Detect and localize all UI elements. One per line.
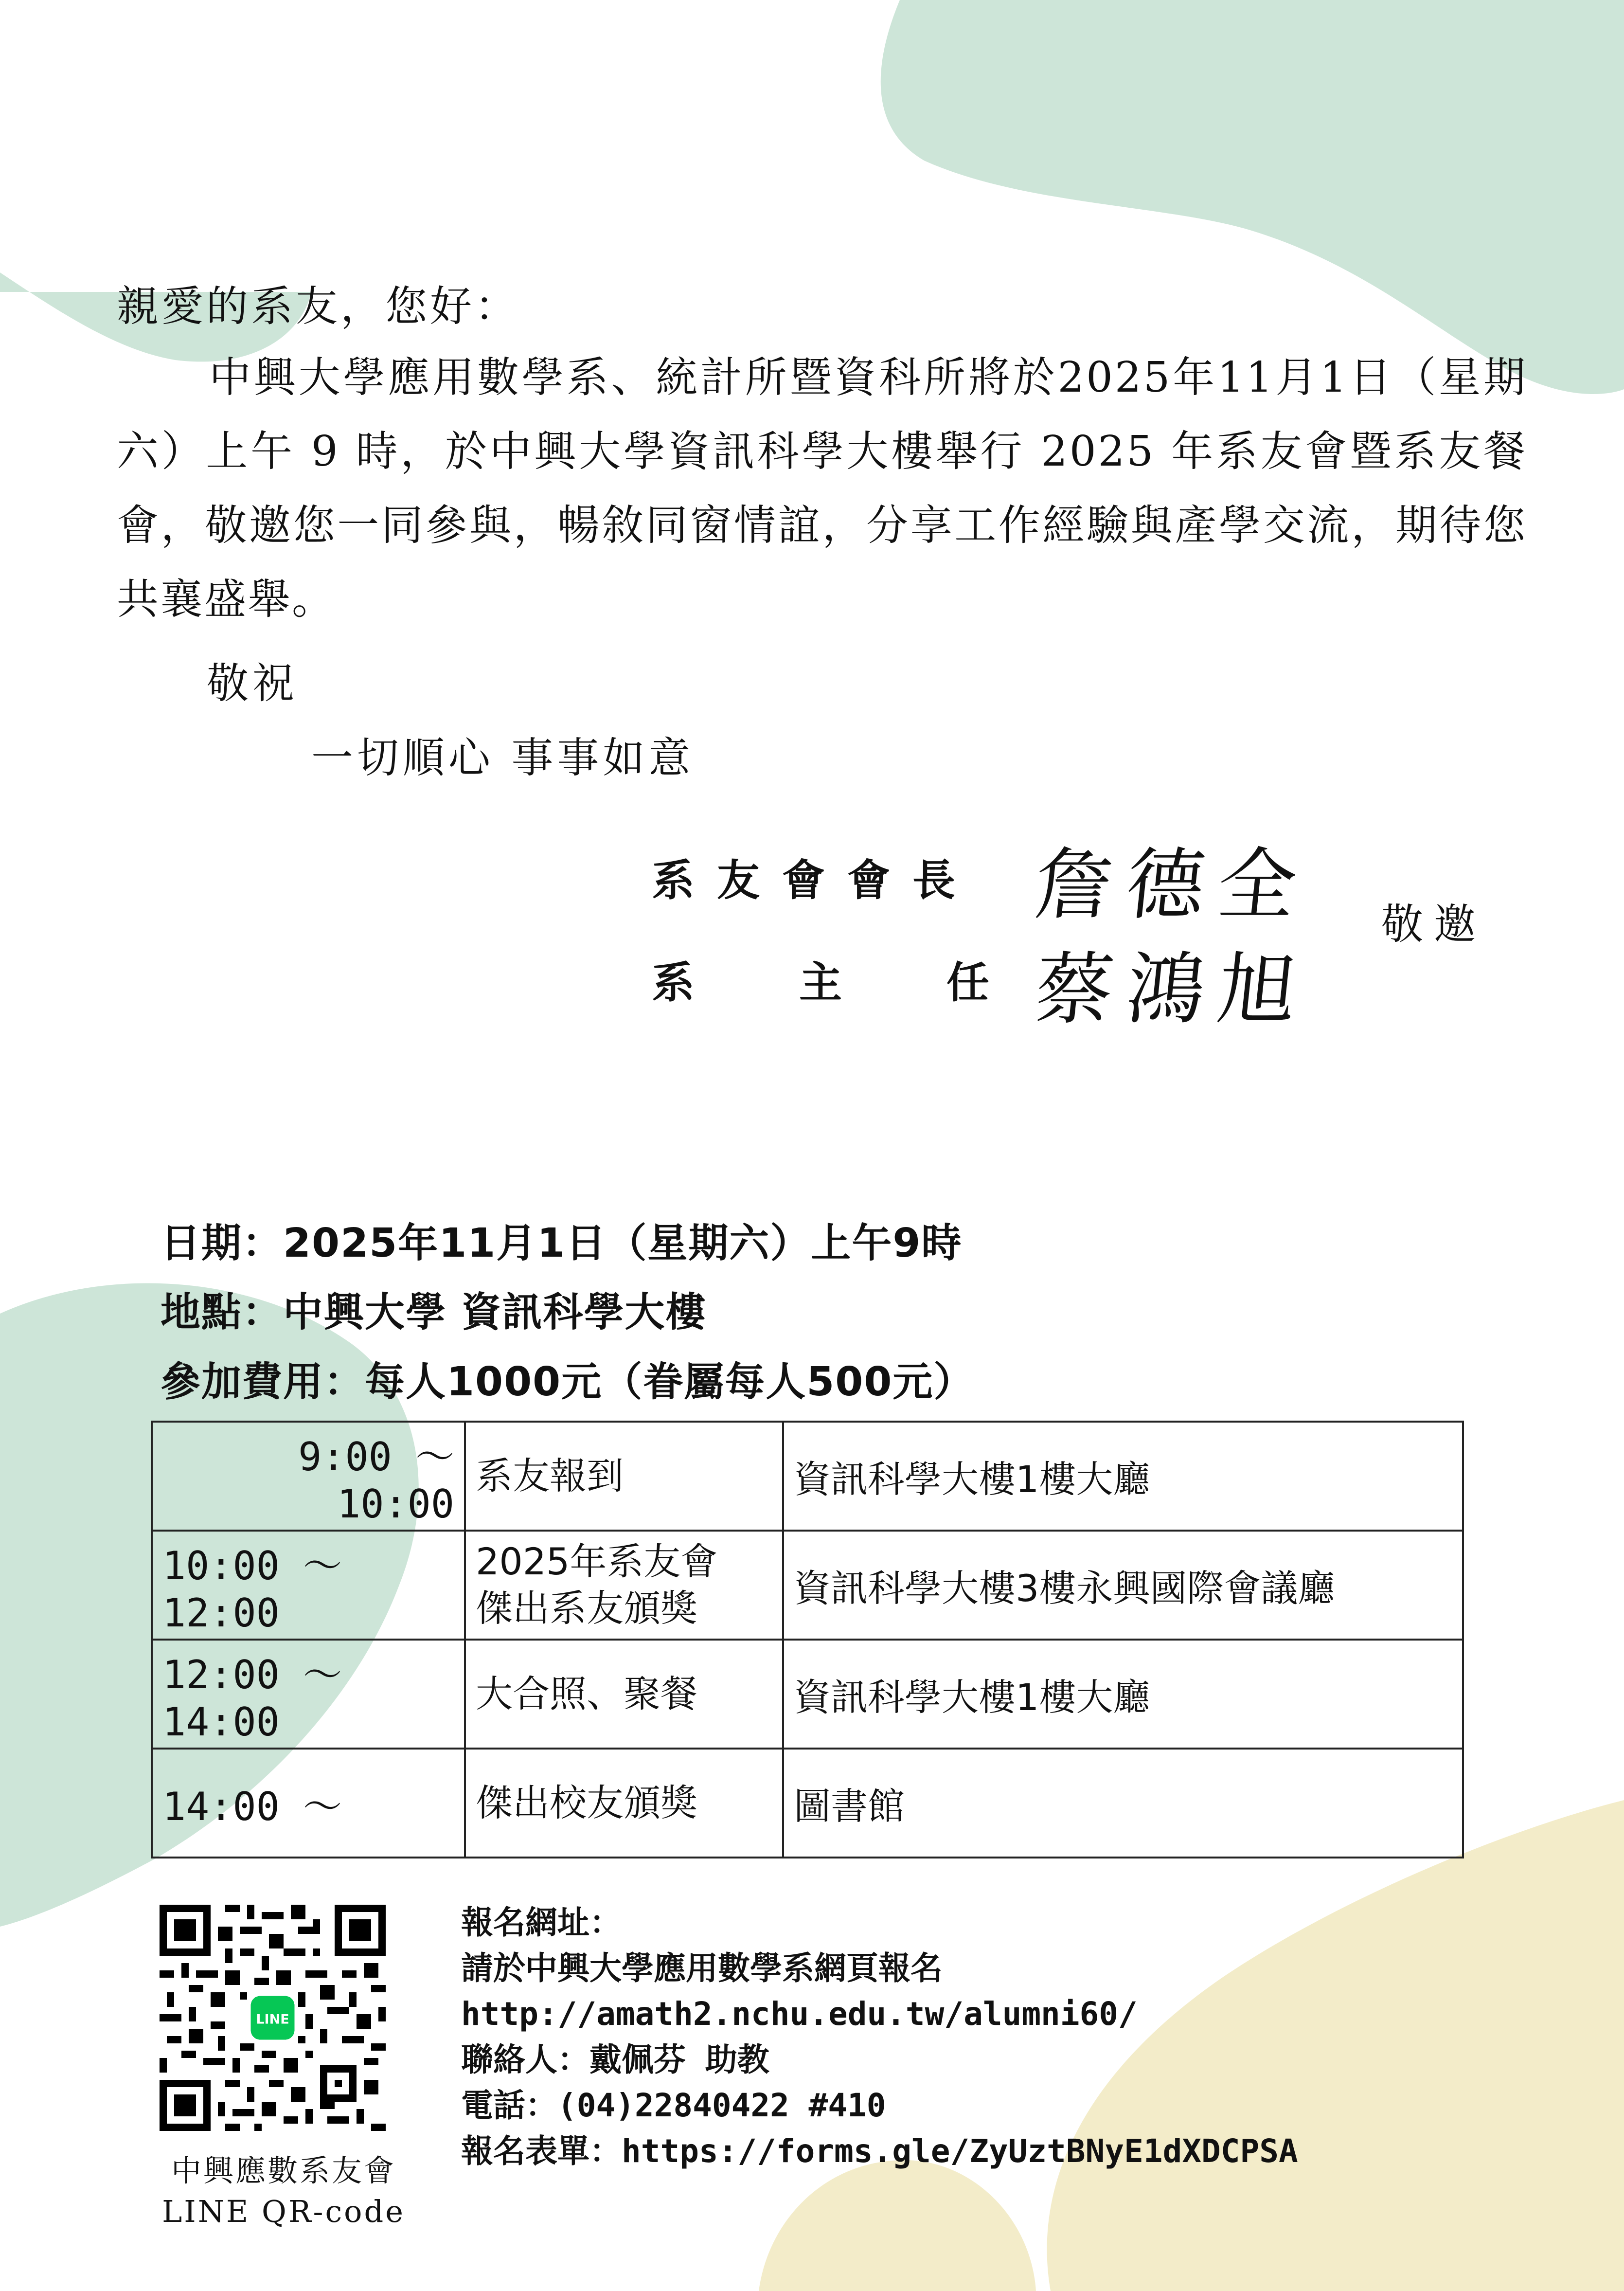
table-row xyxy=(152,1749,1463,1858)
green-blob-top-right xyxy=(881,0,1624,394)
schedule-time: 10:00 ～ 12:00 xyxy=(152,1531,465,1640)
schedule-event-line: 2025年系友會 xyxy=(476,1540,718,1583)
greeting: 親愛的系友，您好： xyxy=(117,282,519,331)
registration-instruction: 請於中興大學應用數學系網頁報名 xyxy=(461,1949,943,1987)
schedule-place: 資訊科學大樓1樓大廳 xyxy=(783,1640,1463,1749)
event-fee: 參加費用：每人1000元（眷屬每人500元） xyxy=(161,1359,975,1405)
chair-title-char-3: 任 xyxy=(946,957,990,1008)
schedule-place: 資訊科學大樓3樓永興國際會議廳 xyxy=(783,1531,1463,1640)
yellow-blob-bottom-mid xyxy=(759,2160,1036,2291)
contact-phone: 電話：(04)22840422 #410 xyxy=(461,2087,886,2124)
invitation-paragraph: 中興大學應用數學系、統計所暨資科所將於2025年11月1日（星期六）上午 9 時，於中興大學資訊科學大樓舉行 2025 年系友會暨系友餐會，敬邀您一同參與，暢敘同窗情誼，分享工作經驗與產學交流，期待您共襄盛舉。 xyxy=(117,353,1527,624)
qr-caption-line-1: 中興應數系友會 xyxy=(171,2153,396,2188)
line-badge-text: LINE xyxy=(256,2012,289,2027)
table-row xyxy=(152,1531,1463,1640)
registration-form-link[interactable]: 報名表單：https://forms.gle/ZyUztBNyE1dXDCPSA xyxy=(461,2132,1298,2170)
schedule-place: 圖書館 xyxy=(783,1749,1463,1858)
table-row xyxy=(152,1422,1463,1531)
qr-code-graphic xyxy=(152,1897,393,2138)
schedule-event-line: 系友報到 xyxy=(476,1454,624,1497)
registration-info xyxy=(461,1900,1298,2174)
contact-person: 聯絡人：戴佩芬 助教 xyxy=(461,2041,769,2078)
schedule-place: 資訊科學大樓1樓大廳 xyxy=(783,1422,1463,1531)
signature-title-chair xyxy=(652,949,989,1010)
line-qr-code[interactable] xyxy=(152,1897,393,2138)
schedule-event-line: 傑出校友頒獎 xyxy=(476,1781,697,1824)
schedule-event-line: 傑出系友頒獎 xyxy=(476,1587,697,1630)
well-wishes: 一切順心 事事如意 xyxy=(311,734,695,782)
schedule-event xyxy=(465,1422,783,1531)
closing-invite: 敬邀 xyxy=(1381,900,1486,949)
registration-label: 報名網址： xyxy=(461,1904,622,1941)
qr-caption-line-2: LINE QR-code xyxy=(162,2194,405,2229)
chair-title-char-2: 主 xyxy=(799,957,842,1008)
schedule-table xyxy=(151,1421,1464,1858)
signature-title-president: 系友會會長 xyxy=(652,855,978,905)
chair-title-char-1: 系 xyxy=(652,957,695,1008)
event-date: 日期：2025年11月1日（星期六）上午9時 xyxy=(161,1220,963,1266)
salutation: 敬祝 xyxy=(207,659,298,708)
schedule-event xyxy=(465,1531,783,1640)
qr-caption xyxy=(152,2150,415,2232)
table-row xyxy=(152,1640,1463,1749)
signature-name-chair: 蔡鴻旭 xyxy=(1030,944,1315,1035)
signature-name-president: 詹德全 xyxy=(1030,839,1315,930)
registration-url[interactable]: http://amath2.nchu.edu.tw/alumni60/ xyxy=(461,1995,1138,2033)
schedule-time: 14:00 ～ xyxy=(152,1749,465,1858)
schedule-event xyxy=(465,1640,783,1749)
event-location: 地點：中興大學 資訊科學大樓 xyxy=(161,1289,707,1335)
schedule-time: 12:00 ～ 14:00 xyxy=(152,1640,465,1749)
schedule-event-line: 大合照、聚餐 xyxy=(476,1672,697,1715)
schedule-event xyxy=(465,1749,783,1858)
schedule-time: 9:00 ～ 10:00 xyxy=(152,1422,465,1531)
